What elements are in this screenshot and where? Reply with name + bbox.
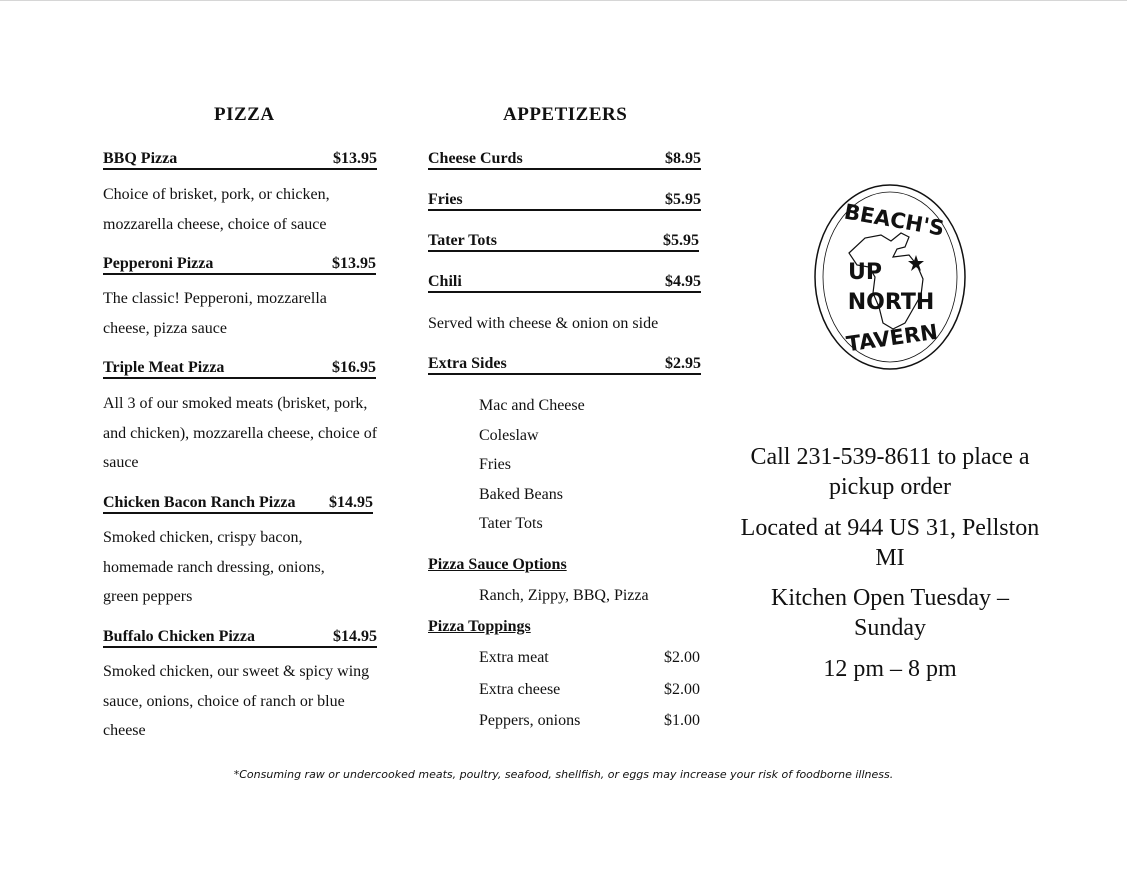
- topping-row: [479, 681, 700, 699]
- menu-item-chicken-bacon-ranch-pizza: [103, 494, 373, 514]
- item-price: $2.95: [665, 355, 701, 372]
- item-price: $13.95: [332, 255, 376, 272]
- item-price: $14.95: [329, 494, 373, 511]
- side-option: Mac and Cheese: [479, 397, 585, 414]
- menu-item-buffalo-chicken-pizza: [103, 628, 377, 648]
- sauce-options-heading: Pizza Sauce Options: [428, 556, 567, 573]
- item-price: $16.95: [332, 359, 376, 376]
- top-border-line: [0, 0, 1127, 1]
- logo-text-beachs: BEACH'S: [842, 199, 947, 241]
- item-name: Chicken Bacon Ranch Pizza: [103, 494, 296, 511]
- menu-item-cheese-curds: [428, 150, 701, 170]
- item-price: $5.95: [665, 191, 701, 208]
- menu-item-triple-meat-pizza: [103, 359, 376, 379]
- logo-text-north: NORTH: [847, 290, 935, 315]
- item-description: Choice of brisket, pork, or chicken, mozzarella cheese, choice of sauce: [103, 186, 330, 233]
- tavern-logo: [813, 183, 967, 373]
- food-safety-disclaimer: *Consuming raw or undercooked meats, poultry, seafood, shellfish, or eggs may increase your risk of foodborne illness.: [233, 768, 894, 781]
- side-option: Baked Beans: [479, 486, 563, 503]
- item-name: Fries: [428, 191, 463, 208]
- menu-item-chili: [428, 273, 701, 293]
- menu-item-pepperoni-pizza: [103, 255, 376, 275]
- item-name: Chili: [428, 273, 462, 290]
- topping-name: Extra meat: [479, 649, 549, 666]
- item-price: $5.95: [663, 232, 699, 249]
- toppings-heading: Pizza Toppings: [428, 618, 531, 635]
- topping-row: [479, 712, 700, 730]
- side-option: Tater Tots: [479, 515, 543, 532]
- menu-item-extra-sides: [428, 355, 701, 375]
- kitchen-days-info: Kitchen Open Tuesday – Sunday: [771, 585, 1009, 641]
- item-name: Tater Tots: [428, 232, 497, 249]
- side-option: Coleslaw: [479, 427, 539, 444]
- topping-name: Extra cheese: [479, 681, 561, 698]
- chili-note: Served with cheese & onion on side: [428, 315, 659, 332]
- hours-info: 12 pm – 8 pm: [823, 656, 957, 682]
- pizza-section-title: PIZZA: [214, 104, 275, 125]
- menu-item-fries: [428, 191, 701, 211]
- item-price: $4.95: [665, 273, 701, 290]
- item-description: All 3 of our smoked meats (brisket, pork, and chicken), mozzarella cheese, choice of sauce: [103, 395, 378, 471]
- item-description: Smoked chicken, crispy bacon, homemade ranch dressing, onions, green peppers: [103, 529, 325, 605]
- topping-price: $1.00: [664, 712, 700, 729]
- side-option: Fries: [479, 456, 511, 473]
- item-price: $14.95: [333, 628, 377, 645]
- appetizers-section-title: APPETIZERS: [503, 104, 628, 125]
- topping-name: Peppers, onions: [479, 712, 581, 729]
- item-price: $13.95: [333, 150, 377, 167]
- menu-item-tater-tots: [428, 232, 699, 252]
- item-name: Triple Meat Pizza: [103, 359, 225, 376]
- item-name: Buffalo Chicken Pizza: [103, 628, 255, 645]
- topping-price: $2.00: [664, 681, 700, 698]
- menu-item-bbq-pizza: [103, 150, 377, 170]
- logo-text-tavern: TAVERN: [844, 319, 940, 357]
- item-description: Smoked chicken, our sweet & spicy wing sauce, onions, choice of ranch or blue cheese: [103, 663, 370, 739]
- topping-price: $2.00: [664, 649, 700, 666]
- item-name: Pepperoni Pizza: [103, 255, 214, 272]
- item-name: Cheese Curds: [428, 150, 523, 167]
- call-info: Call 231-539-8611 to place a pickup order: [750, 444, 1030, 500]
- sauce-options-list: Ranch, Zippy, BBQ, Pizza: [479, 587, 649, 604]
- topping-row: [479, 649, 700, 667]
- item-price: $8.95: [665, 150, 701, 167]
- logo-text-up: UP: [848, 260, 882, 285]
- location-info: Located at 944 US 31, Pellston MI: [740, 515, 1040, 571]
- item-description: The classic! Pepperoni, mozzarella cheese, pizza sauce: [103, 290, 327, 337]
- item-name: Extra Sides: [428, 355, 507, 372]
- item-name: BBQ Pizza: [103, 150, 178, 167]
